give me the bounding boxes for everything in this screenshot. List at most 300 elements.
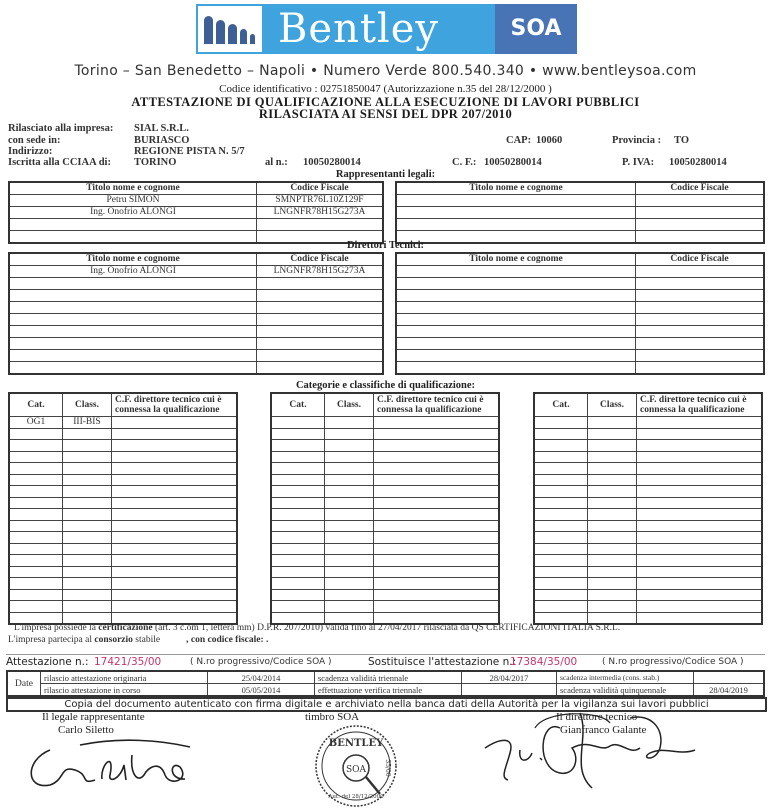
category-cat-cell <box>534 578 588 590</box>
date-value: 25/04/2014 <box>208 671 315 684</box>
category-class-cell <box>588 428 637 440</box>
table-row <box>271 474 499 486</box>
category-cf-cell <box>374 532 500 544</box>
table-row <box>9 555 237 567</box>
category-cf-cell <box>112 555 238 567</box>
category-cat-cell <box>271 520 325 532</box>
category-cat-cell <box>271 463 325 475</box>
codice-identificativo: Codice identificativo : 02751850047 (Autorizzazione n.35 del 28/12/2000 ) <box>219 83 552 95</box>
category-cf-cell <box>374 486 500 498</box>
category-cf-cell <box>637 543 763 555</box>
category-cf-cell <box>637 566 763 578</box>
col-class-header: Class. <box>325 393 374 417</box>
person-name-cell <box>9 338 257 350</box>
category-class-cell <box>325 532 374 544</box>
category-cat-cell <box>9 601 63 613</box>
category-cat-cell <box>9 578 63 590</box>
category-class-cell <box>588 589 637 601</box>
impresa-value: SIAL S.R.L. <box>134 123 189 134</box>
person-name-cell <box>9 302 257 314</box>
codice-fiscale-cell <box>257 219 384 231</box>
date-label: effettuazione verifica triennale <box>315 684 462 697</box>
impresa-label: Rilasciato alla impresa: <box>8 123 114 134</box>
table-row <box>9 195 383 207</box>
tech-director-name: Gianfranco Galante <box>560 724 647 736</box>
table-row <box>271 520 499 532</box>
table-row <box>9 601 237 613</box>
arches-logo-icon <box>198 6 262 52</box>
table-row <box>271 451 499 463</box>
date-value: 28/04/2017 <box>462 671 557 684</box>
category-class-cell <box>588 497 637 509</box>
table-row <box>396 290 764 302</box>
codice-fiscale-cell <box>636 350 765 362</box>
attestazione-number: 17421/35/00 <box>94 656 162 668</box>
cap-value: 10060 <box>536 135 563 146</box>
category-cf-cell <box>374 578 500 590</box>
category-class-cell <box>63 474 112 486</box>
table-row <box>396 266 764 278</box>
codice-fiscale-cell <box>636 362 765 375</box>
table-row <box>9 532 237 544</box>
date-label: scadenza validità triennale <box>315 671 462 684</box>
stamp-center-text: SOA <box>345 765 367 775</box>
category-cat-cell <box>9 543 63 555</box>
category-class-cell <box>325 497 374 509</box>
category-cf-cell <box>112 543 238 555</box>
category-class-cell <box>63 463 112 475</box>
category-cat-cell <box>534 417 588 429</box>
logo-wordmark: Bentley <box>278 6 439 52</box>
person-name-cell: Ing. Onofrio ALONGI <box>9 266 257 278</box>
table-row <box>396 219 764 231</box>
category-cf-cell <box>112 428 238 440</box>
note-text: stabile <box>132 635 161 645</box>
table-row <box>534 440 762 452</box>
codice-fiscale-cell <box>636 326 765 338</box>
dates-row <box>7 671 764 684</box>
category-cat-cell <box>271 566 325 578</box>
category-class-cell <box>63 509 112 521</box>
col-cat-header: Cat. <box>9 393 63 417</box>
table-row <box>271 428 499 440</box>
person-name-cell <box>396 266 636 278</box>
category-class-cell <box>588 474 637 486</box>
category-cat-cell <box>534 486 588 498</box>
cciaa-value: TORINO <box>134 157 177 168</box>
category-cat-cell <box>9 509 63 521</box>
category-cf-cell <box>374 474 500 486</box>
codice-fiscale-cell: LNGNFR78H15G273A <box>257 207 384 219</box>
table-row <box>534 578 762 590</box>
piva-value: 10050280014 <box>669 157 727 168</box>
category-cat-cell <box>534 543 588 555</box>
category-cf-cell <box>112 474 238 486</box>
divider <box>6 654 765 655</box>
person-name-cell <box>9 362 257 375</box>
table-row <box>9 314 383 326</box>
dates-row <box>7 684 764 697</box>
col-cf-header: Codice Fiscale <box>636 253 765 266</box>
copia-notice: Copia del documento autenticato con firma digitale e archiviato nella banca dati della Autorità per la vigilanza sui lavori pubblici <box>6 697 767 712</box>
table-row <box>271 543 499 555</box>
category-class-cell <box>63 566 112 578</box>
tech-directors-table-left <box>8 252 384 375</box>
category-cf-cell <box>637 486 763 498</box>
category-class-cell <box>325 509 374 521</box>
category-cat-cell <box>9 463 63 475</box>
replaces-label: Sostituisce l'attestazione n.: <box>368 656 517 668</box>
category-class-cell <box>63 451 112 463</box>
date-value: 28/04/2019 <box>694 684 765 697</box>
category-cat-cell <box>271 543 325 555</box>
col-name-header: Titolo nome e cognome <box>396 253 636 266</box>
category-class-cell <box>325 451 374 463</box>
category-class-cell: III-BIS <box>63 417 112 429</box>
table-row <box>9 207 383 219</box>
category-class-cell <box>63 543 112 555</box>
col-cf-header: Codice Fiscale <box>636 182 765 195</box>
category-cat-cell <box>9 451 63 463</box>
category-cf-cell <box>112 486 238 498</box>
category-cf-cell <box>112 601 238 613</box>
table-row <box>9 578 237 590</box>
logo-badge: SOA <box>495 4 577 54</box>
category-cf-cell <box>637 589 763 601</box>
attestazione-note: ( N.ro progressivo/Codice SOA ) <box>190 657 332 667</box>
date-value: 05/05/2014 <box>208 684 315 697</box>
codice-fiscale-cell <box>636 278 765 290</box>
table-row <box>9 497 237 509</box>
date-label: rilascio attestazione originaria <box>41 671 208 684</box>
table-row <box>9 290 383 302</box>
cap-label: CAP: <box>506 135 532 146</box>
stamp-side-text: 35/00 <box>384 759 391 777</box>
category-class-cell <box>588 543 637 555</box>
table-row <box>9 543 237 555</box>
tech-director-label: Il direttore tecnico <box>556 711 638 723</box>
category-cat-cell <box>9 589 63 601</box>
table-row <box>271 509 499 521</box>
table-row <box>271 532 499 544</box>
category-cat-cell <box>534 497 588 509</box>
col-class-header: Class. <box>588 393 637 417</box>
category-cf-cell <box>637 428 763 440</box>
category-cat-cell <box>271 578 325 590</box>
category-class-cell <box>588 486 637 498</box>
category-class-cell <box>63 486 112 498</box>
category-cf-cell <box>112 463 238 475</box>
codice-fiscale-cell <box>636 302 765 314</box>
col-cf-header: C.F. direttore tecnico cui è connessa la qualificazione <box>112 393 238 417</box>
category-cf-cell <box>374 601 500 613</box>
table-row <box>271 440 499 452</box>
table-row <box>534 486 762 498</box>
table-row <box>9 302 383 314</box>
category-class-cell <box>325 417 374 429</box>
category-cat-cell <box>271 417 325 429</box>
category-class-cell <box>325 520 374 532</box>
category-cat-cell <box>271 428 325 440</box>
table-row <box>9 589 237 601</box>
table-row <box>534 589 762 601</box>
category-cf-cell <box>637 509 763 521</box>
person-name-cell <box>9 350 257 362</box>
table-row <box>271 463 499 475</box>
person-name-cell <box>396 338 636 350</box>
category-cf-cell <box>112 532 238 544</box>
table-row <box>534 509 762 521</box>
category-cat-cell <box>9 440 63 452</box>
date-label: rilascio attestazione in corso <box>41 684 208 697</box>
person-name-cell <box>9 314 257 326</box>
category-class-cell <box>325 578 374 590</box>
category-cat-cell <box>534 555 588 567</box>
category-class-cell <box>325 589 374 601</box>
attestazione-label: Attestazione n.: <box>6 656 89 668</box>
category-cf-cell <box>374 417 500 429</box>
category-class-cell <box>63 497 112 509</box>
codice-fiscale-cell <box>636 207 765 219</box>
cf-value: 10050280014 <box>484 157 542 168</box>
categories-table-2 <box>270 392 500 625</box>
codice-fiscale-cell <box>257 290 384 302</box>
category-class-cell <box>325 474 374 486</box>
replaces-number: 17384/35/00 <box>510 656 578 668</box>
codice-fiscale-cell <box>636 219 765 231</box>
codice-fiscale-cell <box>257 326 384 338</box>
category-cf-cell <box>637 474 763 486</box>
category-class-cell <box>63 520 112 532</box>
person-name-cell <box>9 290 257 302</box>
category-cat-cell: OG1 <box>9 417 63 429</box>
table-row <box>9 474 237 486</box>
category-cf-cell <box>374 428 500 440</box>
table-row <box>9 266 383 278</box>
table-row <box>534 601 762 613</box>
category-class-cell <box>63 532 112 544</box>
category-class-cell <box>588 578 637 590</box>
table-row <box>9 486 237 498</box>
category-cat-cell <box>534 601 588 613</box>
category-cat-cell <box>271 589 325 601</box>
category-class-cell <box>63 440 112 452</box>
legal-rep-name: Carlo Siletto <box>58 724 114 736</box>
category-class-cell <box>325 428 374 440</box>
tech-director-signature <box>480 708 730 793</box>
replaces-note: ( N.ro progressivo/Codice SOA ) <box>602 657 744 667</box>
table-row <box>9 428 237 440</box>
date-label: scadenza intermedia (cons. stab.) <box>557 671 694 684</box>
category-cf-cell <box>112 520 238 532</box>
col-cf-header: C.F. direttore tecnico cui è connessa la qualificazione <box>374 393 500 417</box>
category-class-cell <box>325 601 374 613</box>
category-cat-cell <box>271 532 325 544</box>
category-cf-cell <box>112 589 238 601</box>
person-name-cell: Ing. Onofrio ALONGI <box>9 207 257 219</box>
category-class-cell <box>588 601 637 613</box>
category-cat-cell <box>9 555 63 567</box>
category-cf-cell <box>112 451 238 463</box>
table-row <box>534 428 762 440</box>
category-cat-cell <box>534 428 588 440</box>
table-row <box>534 520 762 532</box>
person-name-cell <box>396 278 636 290</box>
category-cf-cell <box>637 612 763 624</box>
col-name-header: Titolo nome e cognome <box>9 253 257 266</box>
legal-rep-signature <box>20 735 260 795</box>
category-cf-cell <box>374 543 500 555</box>
person-name-cell <box>396 219 636 231</box>
category-cf-cell <box>112 509 238 521</box>
category-cat-cell <box>9 520 63 532</box>
col-cat-header: Cat. <box>534 393 588 417</box>
category-class-cell <box>588 532 637 544</box>
table-row <box>9 350 383 362</box>
stamp-top-text: BENTLEY <box>328 738 384 749</box>
codice-fiscale-cell <box>257 302 384 314</box>
category-cf-cell <box>374 555 500 567</box>
category-cf-cell <box>112 417 238 429</box>
category-cat-cell <box>271 509 325 521</box>
codice-fiscale-cell <box>636 266 765 278</box>
table-row <box>271 486 499 498</box>
date-value <box>462 684 557 697</box>
category-cat-cell <box>534 520 588 532</box>
category-cat-cell <box>271 440 325 452</box>
table-row <box>9 440 237 452</box>
category-cf-cell <box>637 440 763 452</box>
table-row <box>271 566 499 578</box>
category-cf-cell <box>374 497 500 509</box>
table-row <box>271 497 499 509</box>
category-cat-cell <box>534 451 588 463</box>
col-name-header: Titolo nome e cognome <box>396 182 636 195</box>
category-class-cell <box>588 463 637 475</box>
category-class-cell <box>588 440 637 452</box>
table-row <box>396 207 764 219</box>
category-class-cell <box>63 601 112 613</box>
note-text: L'impresa partecipa al <box>8 635 95 645</box>
category-cf-cell <box>637 532 763 544</box>
note-bold: certificazione <box>98 623 153 633</box>
table-row <box>534 555 762 567</box>
soa-stamp <box>314 724 398 808</box>
legal-reps-table-right <box>395 181 765 244</box>
codice-fiscale-cell <box>257 278 384 290</box>
category-class-cell <box>588 520 637 532</box>
dates-table <box>6 670 765 697</box>
cf-label: C. F.: <box>452 157 477 168</box>
table-row <box>396 350 764 362</box>
category-cf-cell <box>637 497 763 509</box>
category-cf-cell <box>112 566 238 578</box>
legal-rep-label: Il legale rappresentante <box>42 711 145 723</box>
table-row <box>396 314 764 326</box>
category-cat-cell <box>534 532 588 544</box>
table-row <box>9 219 383 231</box>
codice-fiscale-cell <box>257 314 384 326</box>
category-cat-cell <box>534 509 588 521</box>
category-cat-cell <box>534 474 588 486</box>
col-cat-header: Cat. <box>271 393 325 417</box>
al-n-value: 10050280014 <box>303 157 361 168</box>
contact-line: Torino – San Benedetto – Napoli • Numero Verde 800.540.340 • www.bentleysoa.com <box>74 63 697 79</box>
category-cat-cell <box>271 601 325 613</box>
note-text: (art. 3 c.om 1, lettera mm) D.P.R. 207/2010) valida fino al 27/04/2017 rilasciata da QS CERTIFICAZIONI ITALIA S.R.L. <box>152 623 621 633</box>
table-row <box>396 326 764 338</box>
codice-fiscale-cell <box>636 314 765 326</box>
category-cf-cell <box>112 440 238 452</box>
category-cat-cell <box>9 486 63 498</box>
category-class-cell <box>325 566 374 578</box>
category-cat-cell <box>271 555 325 567</box>
codice-fiscale-cell <box>257 362 384 375</box>
provincia-label: Provincia : <box>612 135 662 146</box>
tech-directors-heading: Direttori Tecnici: <box>346 240 425 251</box>
category-cf-cell <box>112 497 238 509</box>
table-row <box>9 326 383 338</box>
person-name-cell <box>396 207 636 219</box>
category-cat-cell <box>534 589 588 601</box>
person-name-cell <box>396 302 636 314</box>
category-cf-cell <box>637 520 763 532</box>
category-cf-cell <box>374 440 500 452</box>
table-row <box>534 451 762 463</box>
table-row <box>534 417 762 429</box>
category-cf-cell <box>637 463 763 475</box>
sede-value: BURIASCO <box>134 135 190 146</box>
category-cf-cell <box>374 451 500 463</box>
category-cat-cell <box>9 474 63 486</box>
table-row <box>534 566 762 578</box>
certification-note <box>14 623 620 633</box>
category-cf-cell <box>374 509 500 521</box>
table-row <box>534 497 762 509</box>
category-cat-cell <box>534 566 588 578</box>
table-row <box>9 362 383 375</box>
category-class-cell <box>325 543 374 555</box>
person-name-cell: Petru SIMON <box>9 195 257 207</box>
category-cat-cell <box>9 428 63 440</box>
cciaa-label: Iscritta alla CCIAA di: <box>8 157 111 168</box>
category-cf-cell <box>112 578 238 590</box>
consorzio-note <box>8 635 268 645</box>
stamp-label: timbro SOA <box>305 711 360 723</box>
category-cf-cell <box>637 417 763 429</box>
col-name-header: Titolo nome e cognome <box>9 182 257 195</box>
date-value <box>694 671 765 684</box>
category-cat-cell <box>534 463 588 475</box>
category-cf-cell <box>637 601 763 613</box>
person-name-cell <box>396 326 636 338</box>
table-row <box>9 520 237 532</box>
codice-fiscale-cell <box>257 338 384 350</box>
table-row <box>271 417 499 429</box>
note-bold: consorzio <box>94 635 133 645</box>
codice-fiscale-cell <box>257 350 384 362</box>
al-n-label: al n.: <box>265 157 288 168</box>
note-text: L'impresa possiede la <box>14 623 99 633</box>
category-cat-cell <box>534 440 588 452</box>
table-row <box>271 589 499 601</box>
category-class-cell <box>325 440 374 452</box>
bentley-soa-logo <box>196 4 577 54</box>
category-cf-cell <box>637 578 763 590</box>
category-cf-cell <box>374 520 500 532</box>
category-class-cell <box>325 555 374 567</box>
person-name-cell <box>9 326 257 338</box>
